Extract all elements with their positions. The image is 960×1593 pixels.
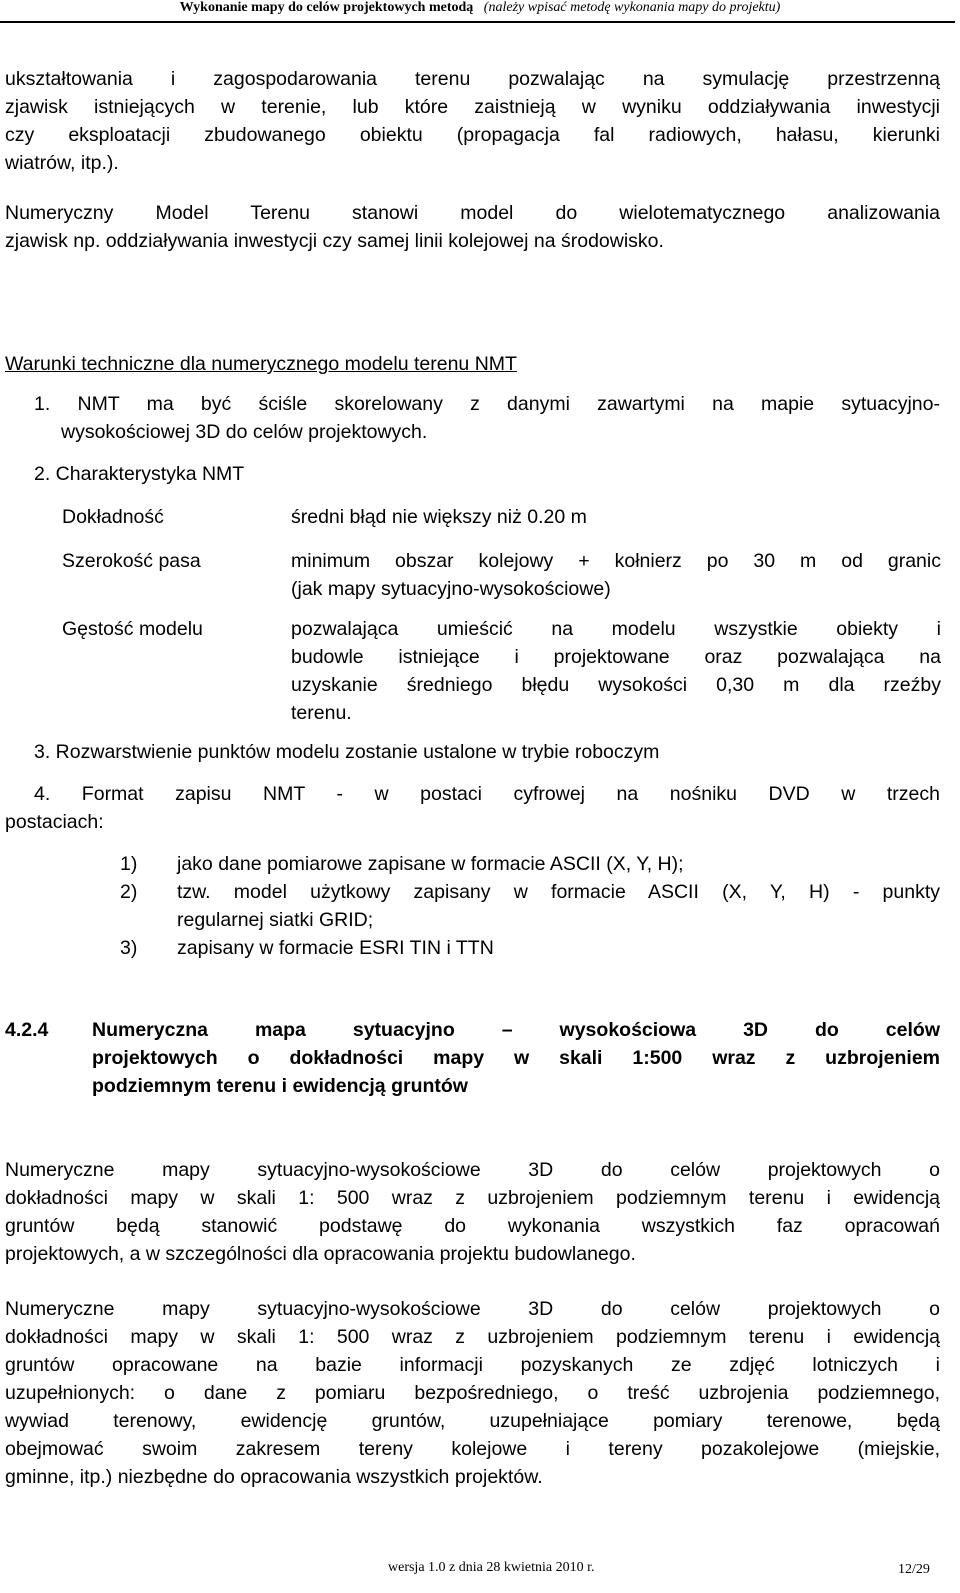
text-line: tzw. model użytkowy zapisany w formacie ASCII (X, Y, H) - punkty <box>177 881 940 903</box>
footer-page-number: 12/29 <box>898 1562 930 1577</box>
text-line: zjawisk np. oddziaływania inwestycji czy samej linii kolejowej na środowisko. <box>5 230 664 252</box>
section-paragraph-2 <box>5 1295 940 1491</box>
text-line: postaciach: <box>5 811 104 833</box>
format-item <box>177 878 940 934</box>
char-value <box>291 547 941 603</box>
text-line: czy eksploatacji zbudowanego obiektu (propagacja fal radiowych, hałasu, kierunki <box>5 124 940 146</box>
text-line: wiatrów, itp.). <box>5 152 119 174</box>
char-value <box>291 615 941 727</box>
char-term: Szerokość pasa <box>62 550 201 572</box>
section-number: 4.2.4 <box>5 1019 49 1041</box>
format-number: 1) <box>120 853 138 875</box>
text-line: uzyskanie średniego błędu wysokości 0,30 m dla rzeźby <box>291 674 941 696</box>
text-line: jako dane pomiarowe zapisane w formacie ASCII (X, Y, H); <box>177 853 684 875</box>
text-line: gminne, itp.) niezbędne do opracowania wszystkich projektów. <box>5 1466 543 1488</box>
text-line: uzupełnionych: o dane z pomiaru bezpośredniego, o treść uzbrojenia podziemnego, <box>5 1382 940 1404</box>
section-title <box>92 1016 940 1100</box>
text-line: dokładności mapy w skali 1: 500 wraz z uzbrojeniem podziemnym terenu i ewidencją <box>5 1187 940 1209</box>
text-line: pozwalająca umieścić na modelu wszystkie obiekty i <box>291 618 941 640</box>
text-line: Numeryczne mapy sytuacyjno-wysokościowe 3D do celów projektowych o <box>5 1298 940 1320</box>
format-number: 2) <box>120 881 138 903</box>
running-header <box>0 0 960 22</box>
nmt-item-1 <box>34 390 940 446</box>
header-rule <box>0 21 955 23</box>
text-line: projektowych, a w szczególności dla opracowania projektu budowlanego. <box>5 1243 636 1265</box>
footer-version: wersja 1.0 z dnia 28 kwietnia 2010 r. <box>388 1560 595 1575</box>
text-line: 4. Format zapisu NMT - w postaci cyfrowej na nośniku DVD w trzech <box>34 783 940 805</box>
text-line: obejmować swoim zakresem tereny kolejowe i tereny pozakolejowe (miejskie, <box>5 1438 940 1460</box>
text-line: wywiad terenowy, ewidencję gruntów, uzupełniające pomiary terenowe, będą <box>5 1410 940 1432</box>
text-line: ukształtowania i zagospodarowania terenu pozwalając na symulację przestrzenną <box>5 68 940 90</box>
text-line: podziemnym terenu i ewidencją gruntów <box>92 1075 468 1097</box>
text-line: średni błąd nie większy niż 0.20 m <box>291 506 587 528</box>
header-title: Wykonanie mapy do celów projektowych metodą <box>179 0 474 15</box>
text-line: gruntów będą stanowić podstawę do wykonania wszystkich faz opracowań <box>5 1215 940 1237</box>
text-line: budowle istniejące i projektowane oraz pozwalająca na <box>291 646 941 668</box>
text-line: Numeryczna mapa sytuacyjno – wysokościowa 3D do celów <box>92 1019 940 1041</box>
text-line: minimum obszar kolejowy + kołnierz po 30 m od granic <box>291 550 941 572</box>
format-item <box>177 850 940 878</box>
text-line: terenu. <box>291 702 352 724</box>
text-line: zapisany w formacie ESRI TIN i TTN <box>177 937 494 959</box>
text-line: 1. NMT ma być ściśle skorelowany z danymi zawartymi na mapie sytuacyjno- <box>34 393 940 415</box>
text-line: Numeryczne mapy sytuacyjno-wysokościowe 3D do celów projektowych o <box>5 1159 940 1181</box>
text-line: zjawisk istniejących w terenie, lub które zaistnieją w wyniku oddziaływania inwestycji <box>5 96 940 118</box>
text-line: wysokościowej 3D do celów projektowych. <box>61 421 428 443</box>
intro-paragraph <box>5 65 940 177</box>
text-line: (jak mapy sytuacyjno-wysokościowe) <box>291 578 611 600</box>
nmt-heading: Warunki techniczne dla numerycznego modelu terenu NMT <box>5 353 517 375</box>
text-line: dokładności mapy w skali 1: 500 wraz z uzbrojeniem podziemnym terenu i ewidencją <box>5 1326 940 1348</box>
section-paragraph-1 <box>5 1156 940 1268</box>
format-number: 3) <box>120 937 138 959</box>
char-value <box>291 503 941 531</box>
text-line: projektowych o dokładności mapy w skali 1:500 wraz z uzbrojeniem <box>92 1047 940 1069</box>
nmt-item-3: 3. Rozwarstwienie punktów modelu zostanie ustalone w trybie roboczym <box>34 741 660 763</box>
nmt-item-2: 2. Charakterystyka NMT <box>34 463 245 485</box>
header-subtitle: (należy wpisać metodę wykonania mapy do projektu) <box>483 0 781 15</box>
text-line: gruntów opracowane na bazie informacji pozyskanych ze zdjęć lotniczych i <box>5 1354 940 1376</box>
format-item <box>177 934 940 962</box>
text-line: Numeryczny Model Terenu stanowi model do wielotematycznego analizowania <box>5 202 940 224</box>
char-term: Gęstość modelu <box>62 618 203 640</box>
char-term: Dokładność <box>62 506 164 528</box>
nmt-item-4 <box>34 780 940 808</box>
text-line: regularnej siatki GRID; <box>177 909 374 931</box>
nmt-paragraph <box>5 199 940 255</box>
